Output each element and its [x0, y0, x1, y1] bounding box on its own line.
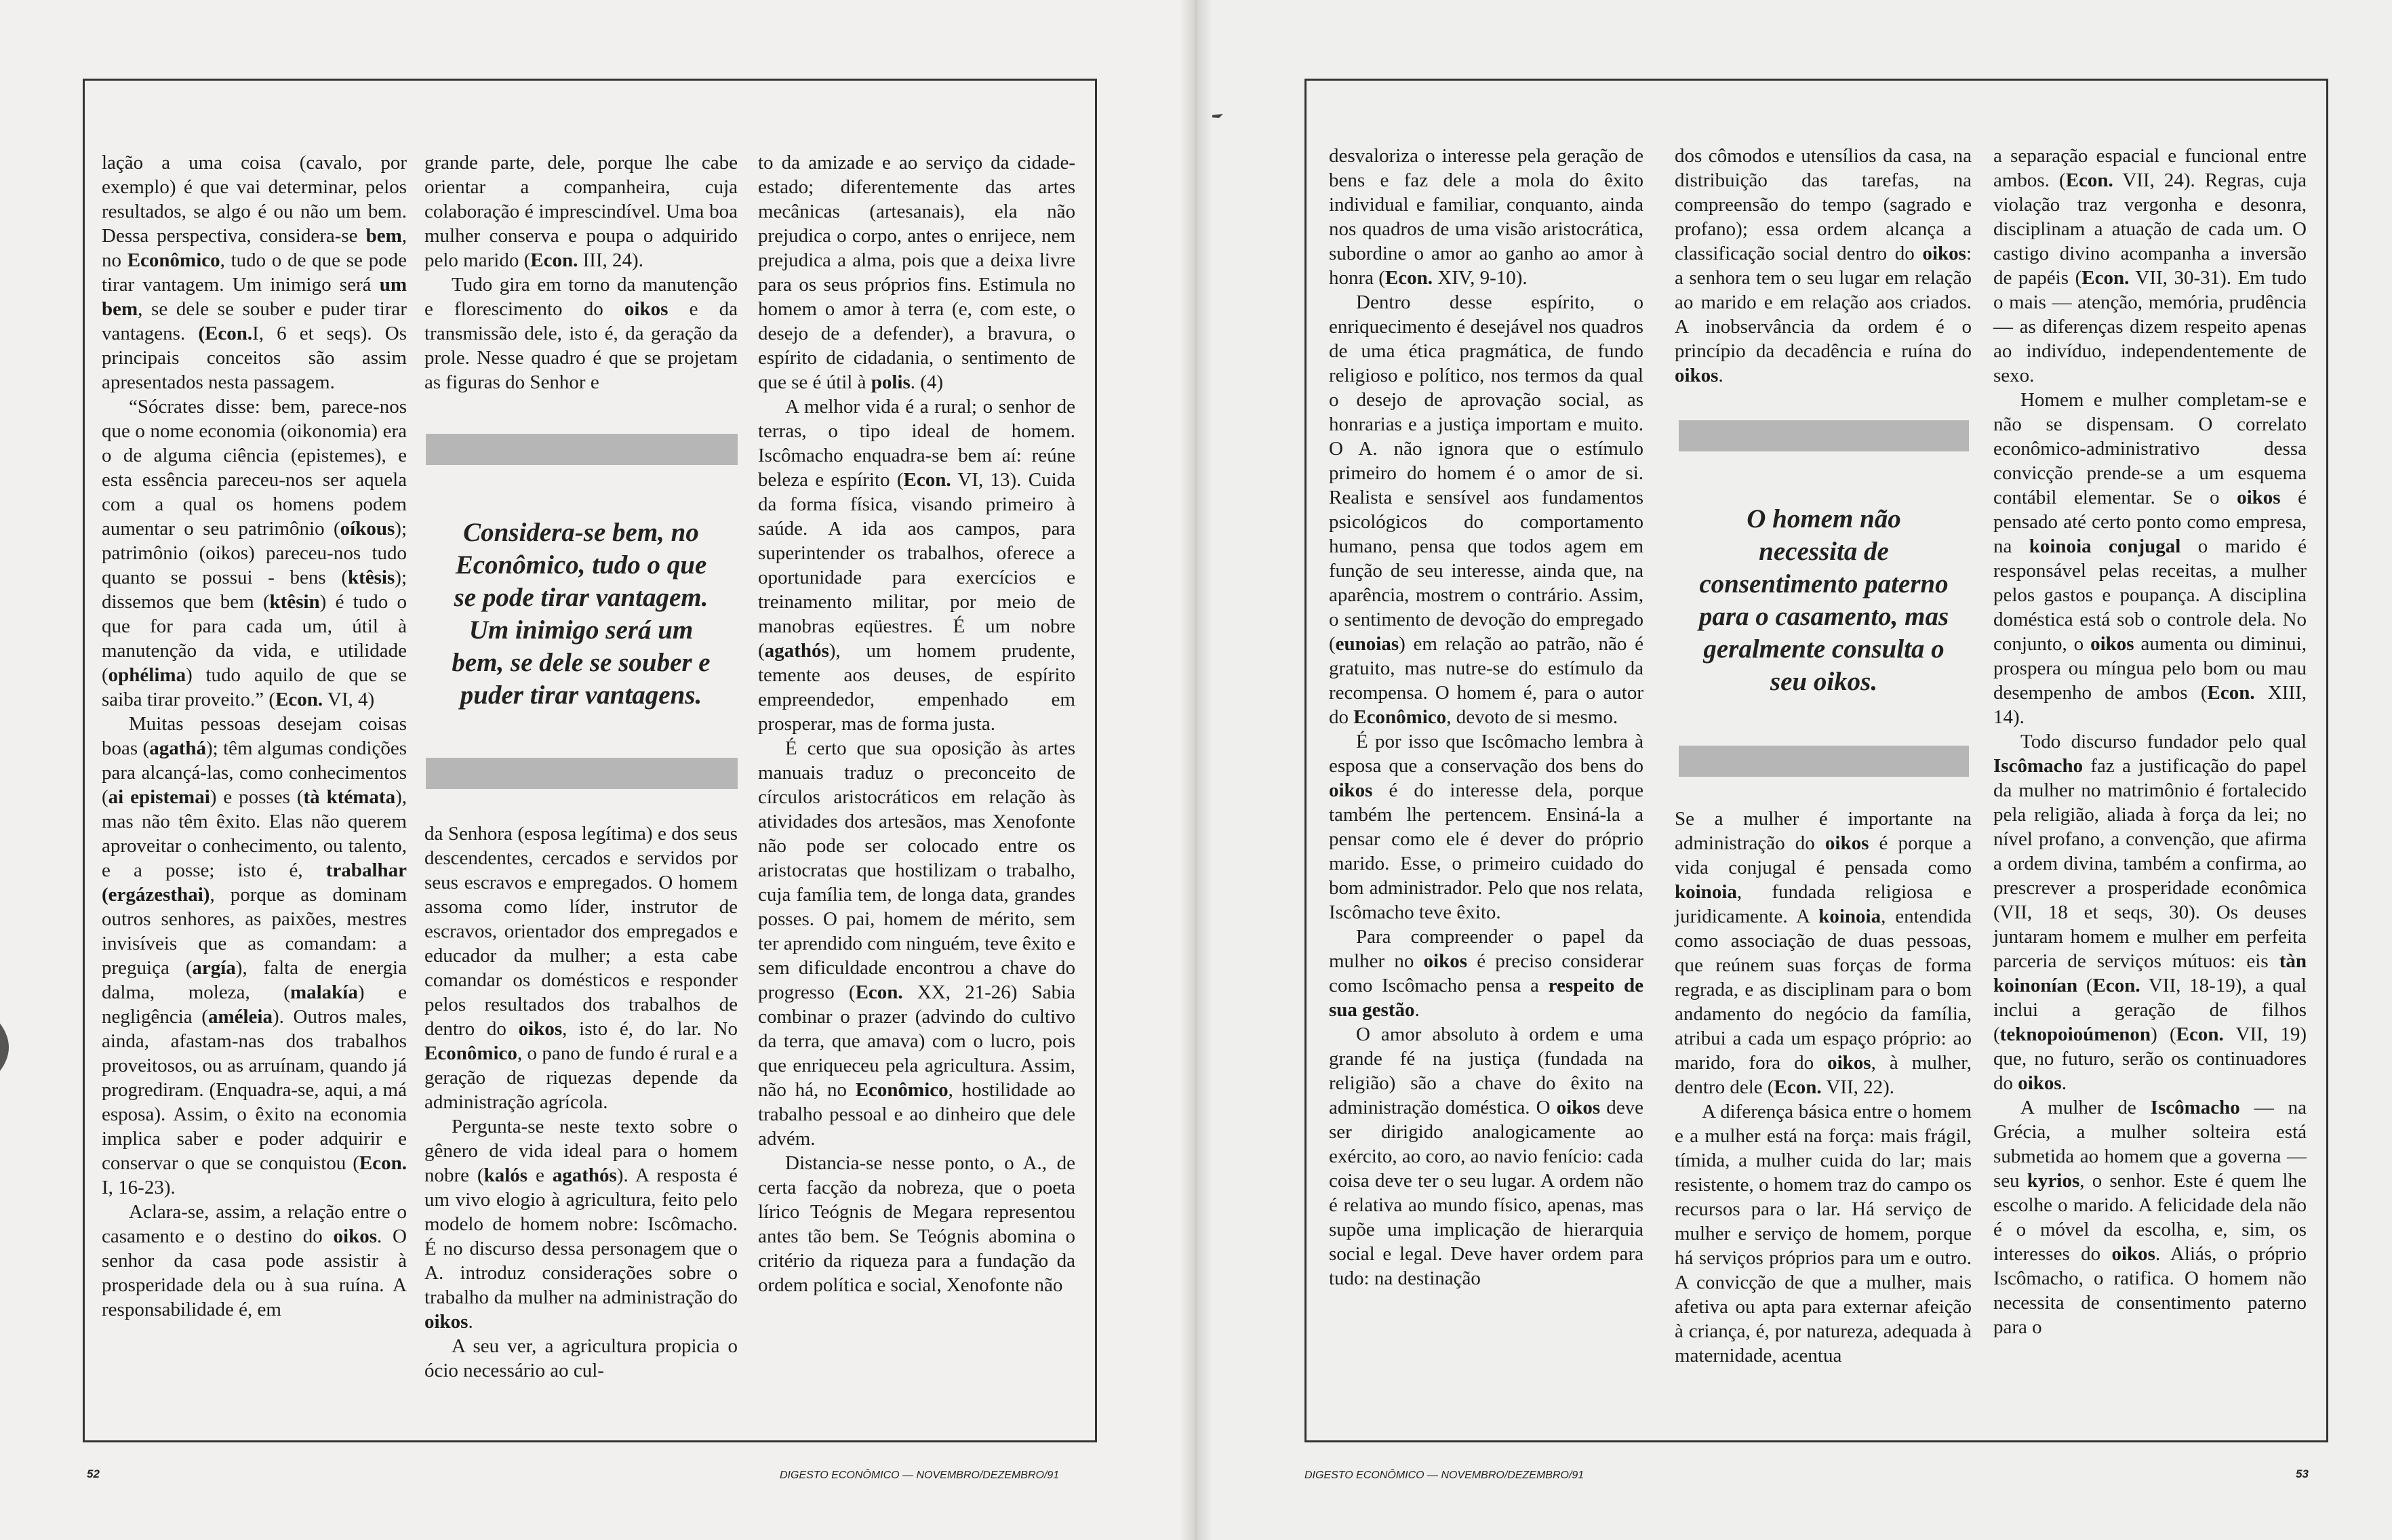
left-page-footer: DIGESTO ECONÔMICO — NOVEMBRO/DEZEMBRO/91 — [780, 1470, 1060, 1481]
left-pull-quote: Considera-se bem, no Econômico, tudo o que se pode tirar vantagem. Um inimigo será um bem, se dele se souber e puder tirar vantagens. — [452, 518, 711, 710]
right-pull-quote-bottom-bar — [1679, 746, 1969, 777]
left-column-2-lower: da Senhora (esposa legítima) e dos seus descendentes, cercados e servidos por seus escravos e empregados. O homem assoma como líder, instrutor de escravos, orientador dos empregados e educador da mulher; a esta cabe comandar os domésticos e responder pelos resultados dos trabalhos de dentro do oikos, isto é, do lar. No Econômico, o pano de fundo é rural e a geração de riquezas depende da administração agrícola. Pergunta-se neste texto sobre o gênero de vida ideal para o homem nobre (kalós e agathós). A resposta é um vivo elogio à agricultura, feito pelo modelo de homem nobre: Iscômacho. É no discurso dessa personagem que o A. introduz considerações sobre o trabalho da mulher na administração do oikos. A seu ver, a agricultura propicia o ócio necessário ao cul- — [424, 823, 738, 1381]
left-column-2: grande parte, dele, porque lhe cabe orientar a companheira, cuja colaboração é imprescindível. Uma boa mulher conserva e poupa o adquirido pelo marido (Econ. III, 24). Tudo gira em torno da manutenção e florescimento do oikos e da transmissão dele, isto é, da geração da prole. Nesse quadro é que se projetam as figuras do Senhor e — [424, 152, 738, 393]
right-page-footer: DIGESTO ECONÔMICO — NOVEMBRO/DEZEMBRO/91 — [1304, 1470, 1584, 1481]
right-page — [1196, 0, 2392, 1540]
book-gutter — [1180, 0, 1212, 1540]
right-column-2: dos cômodos e utensílios da casa, na distribuição das tarefas, na compreensão do tempo (sagrado e profano); essa ordem alcança a classificação social dentro do oikos: a senhora tem o seu lugar em relação ao marido e em relação aos criados. A inobservância da ordem é o princípio da decadência e ruína do oikos. — [1675, 145, 1972, 386]
right-page-number: 53 — [2296, 1467, 2309, 1480]
right-pull-quote-top-bar — [1679, 420, 1969, 451]
right-column-2-lower: Se a mulher é importante na administração do oikos é porque a vida conjugal é pensada como koinoia, fundada religiosa e juridicamente. A koinoia, entendida como associação de duas pessoas, que reúnem suas forças de forma regrada, e as disciplinam para o bom andamento do negócio da família, atribui a cada um espaço próprio: ao marido, fora do oikos, à mulher, dentro dele (Econ. VII, 22). A diferença básica entre o homem e a mulher está na força: mais frágil, tímida, a mulher cuida do lar; mais resistente, o homem traz do campo os recursos para o lar. Há serviço de mulher e serviço de homem, porque há serviços próprios para um e outro. A convicção de que a mulher, mais afetiva ou apta para externar afeição à criança, é, por natureza, adequada à maternidade, acentua — [1675, 808, 1972, 1366]
left-column-3: to da amizade e ao serviço da cidade-estado; diferentemente das artes mecânicas (artesanais), ela não prejudica o corpo, antes o enrijece, nem prejudica a alma, pois que a deixa livre para os seus próprios fins. Estimula no homem o amor à terra (e, com este, o desejo de a defender), a bravura, o espírito de cidadania, o sentimento de que se é útil à polis. (4) A melhor vida é a rural; o senhor de terras, o tipo ideal de homem. Iscômacho enquadra-se bem aí: reúne beleza e espírito (Econ. VI, 13). Cuida da forma física, visando primeiro à saúde. A ida aos campos, para superintender os trabalhos, oferece a oportunidade para exercícios e treinamento militar, por meio de manobras eqüestres. É um nobre (agathós), um homem prudente, temente aos deuses, de espírito empreendedor, empenhado em prosperar, mas de forma justa. É certo que sua oposição às artes manuais traduz o preconceito de círculos aristocráticos em relação às atividades dos artesãos, mas Xenofonte não pode ser colocado entre os aristocratas que hostilizam o trabalho, cuja família tem, de longa data, grandes posses. O pai, homem de mérito, sem ter aprendido com ninguém, teve êxito e sem dificuldade encontrou a chave do progresso (Econ. XX, 21-26) Sabia combinar o prazer (advindo do cultivo da terra, que amava) com o lucro, pois que enriqueceu pela agricultura. Assim, não há, no Econômico, hostilidade ao trabalho pessoal e ao dinheiro que dele advém. Distancia-se nesse ponto, o A., de certa facção da nobreza, que o poeta lírico Teógnis de Megara representou antes tão bem. Se Teógnis abomina o critério da riqueza para a fundação da ordem política e social, Xenofonte não — [758, 152, 1075, 1296]
right-column-1: desvaloriza o interesse pela geração de bens e faz dele a mola do êxito individual e familiar, conquanto, ainda nos quadros de uma visão aristocrática, subordine o amor ao ganho ao amor à honra (Econ. XIV, 9-10). Dentro desse espírito, o enriquecimento é desejável nos quadros de uma ética pragmática, de fundo religioso e político, nos termos da qual o desejo de aprovação social, as honrarias e a justiça importam e muito. O A. não ignora que o estímulo primeiro do homem é o amor de si. Realista e sensível aos fundamentos psicológicos do comportamento humano, pensa que todos agem em função de seu interesse, ainda que, na aparência, mostrem o contrário. Assim, o sentimento de devoção do empregado (eunoias) em relação ao patrão, não é gratuito, mas nutre-se do estímulo da recompensa. O homem é, para o autor do Econômico, devoto de si mesmo. É por isso que Iscômacho lembra à esposa que a conservação dos bens do oikos é do interesse dela, porque também lhe pertencem. Ensiná-la a pensar como ele é dever do próprio marido. Esse, o primeiro cuidado do bom administrador. Pelo que nos relata, Iscômacho teve êxito. Para compreender o papel da mulher no oikos é preciso considerar como Iscômacho pensa a respeito de sua gestão. O amor absoluto à ordem e uma grande fé na justiça (fundada na religião) são a chave do êxito na administração doméstica. O oikos deve ser dirigido analogicamente ao exército, ao coro, ao navio fenício: cada coisa deve ter o seu lugar. A ordem não é relativa ao mundo físico, apenas, mas supõe uma implicação de hierarquia social e legal. Deve haver ordem para tudo: na destinação — [1329, 145, 1643, 1289]
left-pull-quote-bottom-bar — [426, 758, 738, 789]
right-column-3: a separação espacial e funcional entre ambos. (Econ. VII, 24). Regras, cuja violação traz vergonha e desonra, disciplinam a atuação de cada um. O castigo divino acompanha a inversão de papéis (Econ. VII, 30-31). Em tudo o mais — atenção, memória, prudência — as diferenças dizem respeito apenas ao indivíduo, independentemente de sexo. Homem e mulher completam-se e não se dispensam. O correlato econômico-administrativo dessa convicção prende-se a um esquema contábil elementar. Se o oikos é pensado até certo ponto como empresa, na koinoia conjugal o marido é responsável pelas receitas, a mulher pelos gastos e poupança. A disciplina doméstica está sob o controle dela. No conjunto, o oikos aumenta ou diminui, prospera ou míngua pelo bom ou mau desempenho de ambos (Econ. XIII, 14). Todo discurso fundador pelo qual Iscômacho faz a justificação do papel da mulher no matrimônio é fortalecido pela religião, aliada à força da lei; no nível profano, a convenção, que afirma a ordem divina, também a confirma, ao prescrever a prosperidade econômica (VII, 18 et seqs, 30). Os deuses juntaram homem e mulher em perfeita parceria de serviços mútuos: eis tàn koinonían (Econ. VII, 18-19), a qual inclui a geração de filhos (teknopoioúmenon) (Econ. VII, 19) que, no futuro, serão os continuadores do oikos. A mulher de Iscômacho — na Grécia, a mulher solteira está submetida ao homem que a governa — seu kyrios, o senhor. Este é quem lhe escolhe o marido. A felicidade dela não é o móvel da escolha, e, sim, os interesses do oikos. Aliás, o próprio Iscômacho, o ratifica. O homem não necessita de consentimento paterno para o — [1993, 145, 2307, 1338]
left-page-number: 52 — [87, 1467, 100, 1480]
binding-mark — [0, 1017, 20, 1078]
left-column-1: lação a uma coisa (cavalo, por exemplo) é que vai determinar, pelos resultados, se algo é ou não um bem. Dessa perspectiva, considera-se bem, no Econômico, tudo o de que se pode tirar vantagem. Um inimigo será um bem, se dele se souber e puder tirar vantagens. (Econ.I, 6 et seqs). Os principais conceitos são assim apresentados nesta passagem. “Sócrates disse: bem, parece-nos que o nome economia (oikonomia) era o de alguma ciência (epistemes), e esta essência pareceu-nos ser aquela com a qual os homens podem aumentar o seu patrimônio (oíkous); patrimônio (oikos) pareceu-nos tudo quanto se possui - bens (ktêsis); dissemos que bem (ktêsin) é tudo o que for para cada um, útil à manutenção da vida, e utilidade (ophélima) tudo aquilo de que se saiba tirar proveito.” (Econ. VI, 4) Muitas pessoas desejam coisas boas (agathá); têm algumas condições para alcançá-las, como conhecimentos (ai epistemai) e posses (tà ktémata), mas não têm êxito. Elas não querem aproveitar o conhecimento, ou talento, e a posse; isto é, trabalhar (ergázesthai), porque as dominam outros senhores, as paixões, mestres invisíveis que as comandam: a preguiça (argía), falta de energia dalma, moleza, (malakía) e negligência (améleia). Outros males, ainda, afastam-nas dos trabalhos proveitosos, ou as arruínam, quando já progrediram. (Enquadra-se, aqui, a má esposa). Assim, o êxito na economia implica saber e poder adquirir e conservar o que se conquistou (Econ. I, 16-23). Aclara-se, assim, a relação entre o casamento e o destino do oikos. O senhor da casa pode assistir à prosperidade dela ou à sua ruína. A responsabilidade é, em — [102, 152, 407, 1320]
right-pull-quote: O homem não necessita de consentimento paterno para o casamento, mas geralmente consulta o seu oikos. — [1698, 504, 1949, 696]
left-pull-quote-top-bar — [426, 434, 738, 465]
